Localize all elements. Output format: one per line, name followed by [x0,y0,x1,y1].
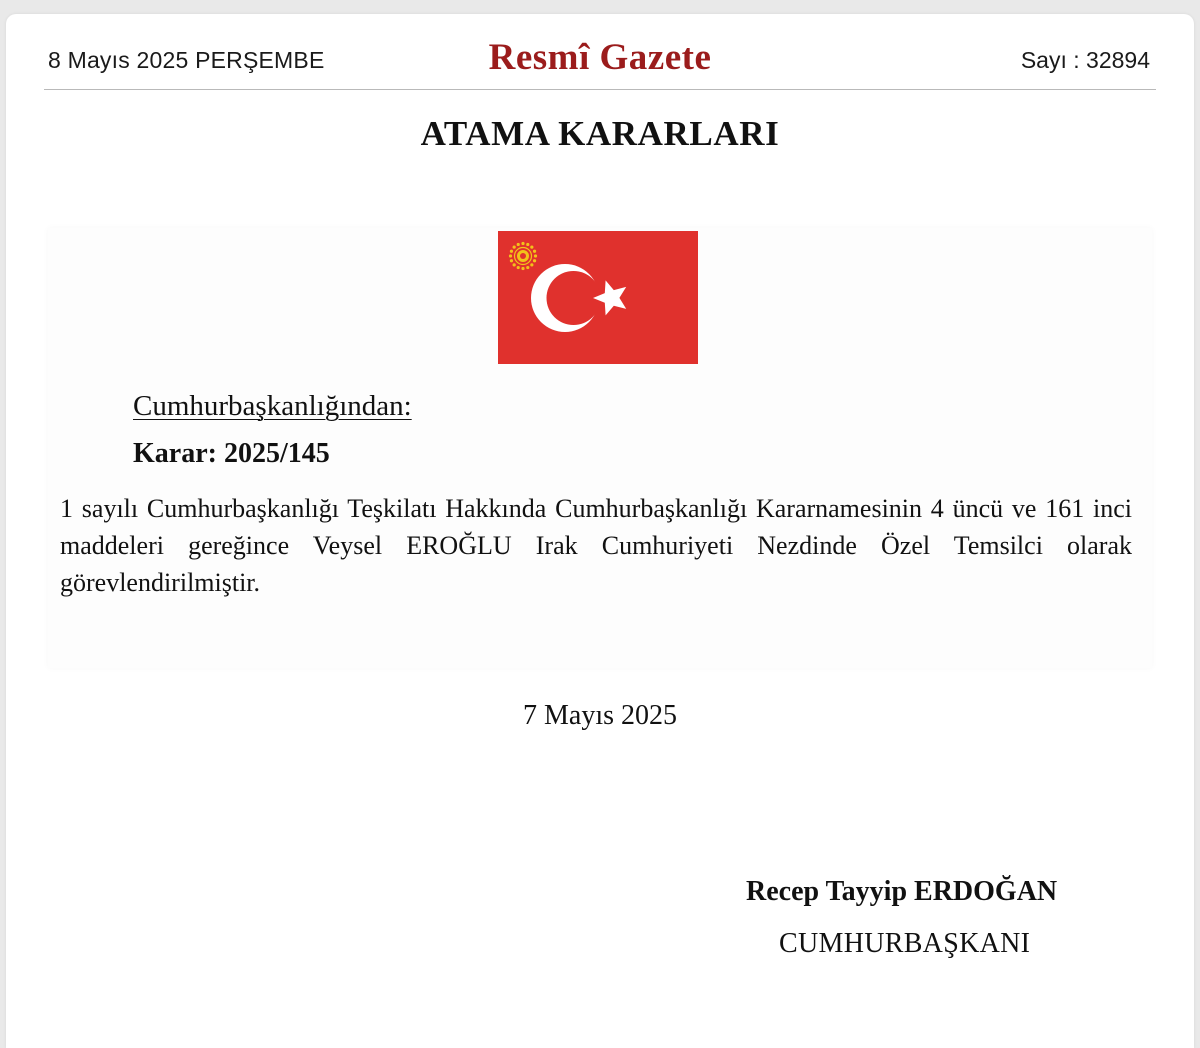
seal-ray-star [517,243,520,246]
crescent-inner [547,271,601,325]
section-title: ATAMA KARARLARI [420,114,780,153]
seal-ray-star [521,267,524,270]
seal-center [520,253,526,259]
seal-ray-star [533,259,536,262]
issue-number: Sayı : 32894 [1020,47,1150,73]
header-divider [44,89,1156,90]
signature-date: 7 Mayıs 2025 [523,700,677,731]
seal-ray-star [530,246,533,249]
decision-text: 1 sayılı Cumhurbaşkanlığı Teşkilatı Hakkında Cumhurbaşkanlığı Kararnamesinin 4 üncü ve 161 inci maddeleri gereğince Veysel EROĞLU Irak Cumhuriyeti Nezdinde Özel Temsilci olarak görevlendirilmiştir. [60,494,1132,597]
seal-ray-star [533,250,536,253]
seal-ray-star [517,266,520,269]
gazette-title: Resmî Gazete [488,37,712,78]
signatory-name: Recep Tayyip ERDOĞAN [746,876,1058,907]
seal-ray-star [526,243,529,246]
seal-ray-star [513,246,516,249]
signatory-title: CUMHURBAŞKANI [779,928,1031,959]
seal-ray-star [521,242,524,245]
seal-ray-star [526,266,529,269]
seal-ray-star [510,259,513,262]
seal-ray-star [509,254,512,257]
seal-ray-star [513,263,516,266]
decision-number: Karar: 2025/145 [133,438,330,469]
gazette-page [6,14,1194,1048]
seal-ray-star [534,254,537,257]
seal-ray-star [510,250,513,253]
issuing-authority: Cumhurbaşkanlığından: [133,390,412,422]
turkish-flag-presidential-seal-icon [498,231,698,364]
publication-date: 8 Mayıs 2025 PERŞEMBE [48,47,325,73]
seal-ray-star [530,263,533,266]
